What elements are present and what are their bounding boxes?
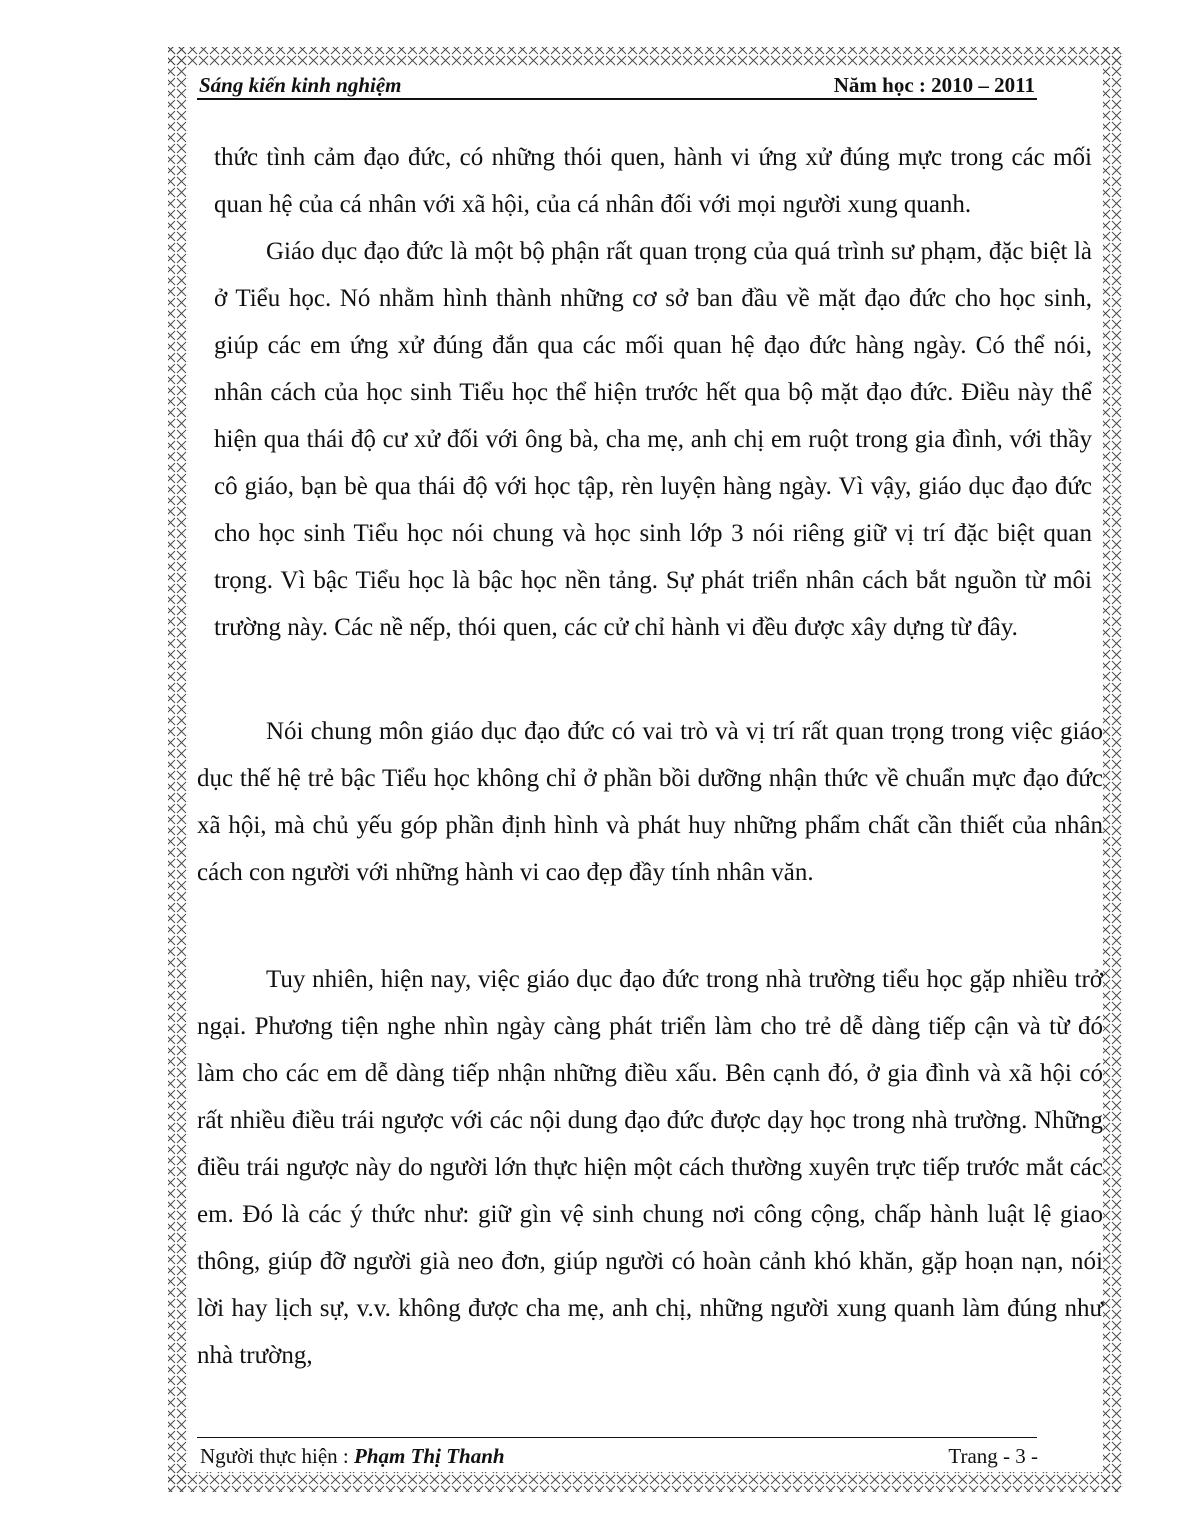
author-line [200,1444,505,1469]
paragraph-continued: thức tình cảm đạo đức, có những thói quen, hành vi ứng xử đúng mực trong các mối quan hệ của cá nhân với xã hội, của cá nhân đối với mọi người xung quanh. [214,144,1092,218]
author-name: Phạm Thị Thanh [354,1444,505,1468]
page-footer [200,1444,1038,1472]
paragraph-obstacles: Tuy nhiên, hiện nay, việc giáo dục đạo đức trong nhà trường tiểu học gặp nhiều trở ngại. Phương tiện nghe nhìn ngày càng phát triển làm cho trẻ dễ dàng tiếp cận và từ đó làm cho các em dễ dàng tiếp nhận những điều xấu. Bên cạnh đó, ở gia đình và xã hội có rất nhiều điều trái ngược với các nội dung đạo đức được dạy học trong nhà trường. Những điều trái ngược này do người lớn thực hiện một cách thường xuyên trực tiếp trước mắt các em. Đó là các ý thức như: giữ gìn vệ sinh chung nơi công cộng, chấp hành luật lệ giao thông, giúp đỡ người già neo đơn, giúp người có hoàn cảnh khó khăn, gặp hoạn nạn, nói lời hay lịch sự, v.v. không được cha mẹ, anh chị, những người xung quanh làm đúng như nhà trường, [197,966,1103,1369]
paragraph-role-of-subject: Nói chung môn giáo dục đạo đức có vai trò và vị trí rất quan trọng trong việc giáo dục thế hệ trẻ bậc Tiểu học không chỉ ở phần bồi dưỡng nhận thức về chuẩn mực đạo đức xã hội, mà chủ yếu góp phần định hình và phát huy những phẩm chất cần thiết của nhân cách con người với những hành vi cao đẹp đầy tính nhân văn. [197,718,1103,886]
school-year: Năm học : 2010 – 2011 [833,73,1035,97]
paragraph-moral-education: Giáo dục đạo đức là một bộ phận rất quan trọng của quá trình sư phạm, đặc biệt là ở Tiểu học. Nó nhằm hình thành những cơ sở ban đầu về mặt đạo đức cho học sinh, giúp các em ứng xử đúng đắn qua các mối quan hệ đạo đức hàng ngày. Có thể nói, nhân cách của học sinh Tiểu học thể hiện trước hết qua bộ mặt đạo đức. Điều này thể hiện qua thái độ cư xử đối với ông bà, cha mẹ, anh chị em ruột trong gia đình, với thầy cô giáo, bạn bè qua thái độ với học tập, rèn luyện hàng ngày. Vì vậy, giáo dục đạo đức cho học sinh Tiểu học nói chung và học sinh lớp 3 nói riêng giữ vị trí đặc biệt quan trọng. Vì bậc Tiểu học là bậc học nền tảng. Sự phát triển nhân cách bắt nguồn từ môi trường này. Các nề nếp, thói quen, các cử chỉ hành vi đều được xây dựng từ đây. [214,238,1092,641]
footer-divider [197,1437,1037,1438]
document-title: Sáng kiến kinh nghiệm [199,73,402,97]
page-header [197,70,1037,100]
page-number: Trang - 3 - [948,1444,1038,1468]
author-label: Người thực hiện : [200,1444,355,1468]
